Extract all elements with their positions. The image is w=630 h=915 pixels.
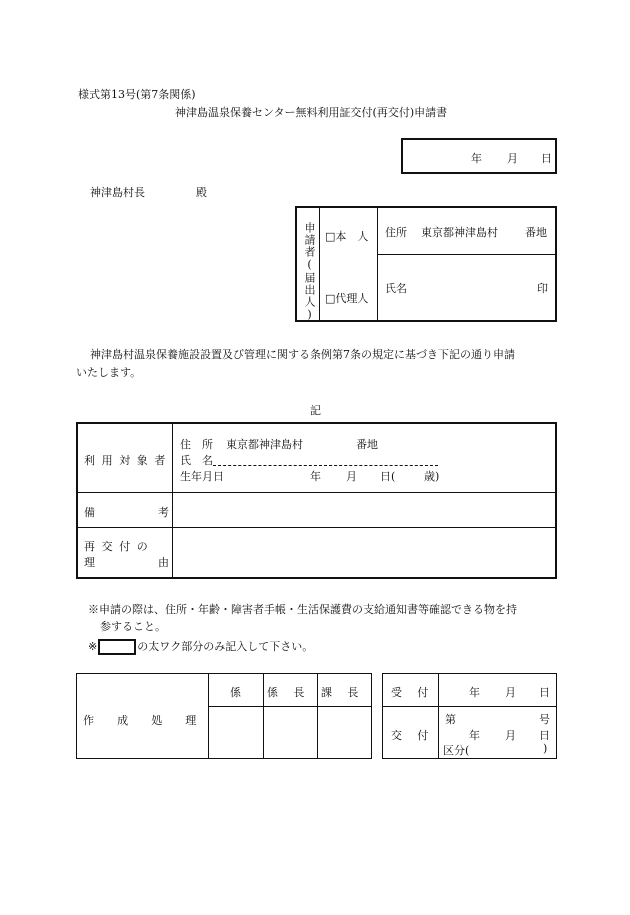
date-year: 年: [471, 152, 482, 165]
seal-mark: 印: [537, 282, 548, 295]
note2-suffix: の太ワク部分のみ記入して下さい。: [137, 640, 314, 653]
reissue-line2b: 由: [158, 556, 169, 569]
target-address-value[interactable]: 東京都神津島村: [226, 438, 303, 451]
processing-table: [76, 673, 372, 759]
birth-day: 日(: [380, 470, 396, 483]
note2: [88, 638, 313, 655]
date-day: 日: [541, 152, 552, 165]
received-month: 月: [505, 686, 516, 699]
remarks-label-a: 備: [84, 506, 95, 519]
reissue-reason-field[interactable]: [174, 529, 554, 576]
stamp-cell-3[interactable]: [319, 708, 370, 757]
reception-table: [382, 673, 557, 759]
ki-heading: 記: [310, 404, 321, 417]
body-text-line2: いたします。: [76, 366, 142, 379]
applicant-name-label: 氏名: [385, 282, 407, 295]
received-label: 受付: [391, 686, 444, 699]
form-title: 神津島温泉保養センター無料利用証交付(再交付)申請書: [175, 106, 448, 119]
applicant-label: 申請者(届出人): [303, 222, 316, 322]
applicant-box: [295, 206, 557, 322]
received-day: 日: [539, 686, 550, 699]
form-number: 様式第13号(第7条関係): [78, 88, 196, 101]
issue-day: 日: [539, 729, 550, 742]
addressee-name: 神津島村長: [90, 186, 145, 199]
target-address-suffix: 番地: [356, 438, 378, 451]
applicant-address-suffix: 番地: [525, 226, 547, 239]
note1-line1: ※申請の際は、住所・年齢・障害者手帳・生活保護費の支給通知書等確認できる物を持: [88, 603, 517, 616]
target-name-row[interactable]: [180, 452, 438, 468]
reissue-line2a: 理: [84, 556, 95, 569]
target-name-label: 氏 名: [180, 454, 213, 467]
stamp-cell-1[interactable]: [210, 708, 262, 757]
processing-col2: 係長: [267, 686, 320, 699]
date-box[interactable]: [401, 138, 557, 174]
processing-label: 作成処理: [83, 714, 220, 727]
self-option[interactable]: □本 人: [325, 230, 369, 243]
category-suffix: ): [543, 742, 548, 755]
applicant-address-value[interactable]: 東京都神津島村: [421, 226, 498, 239]
note2-prefix: ※: [88, 640, 98, 653]
target-address-label: 住 所: [180, 438, 213, 451]
issue-number-prefix: 第: [445, 713, 456, 726]
issue-number-suffix: 号: [539, 713, 550, 726]
note1-line2: 参すること。: [100, 620, 166, 633]
date-month: 月: [507, 152, 518, 165]
details-table: [76, 422, 557, 579]
birth-label: 生年月日: [180, 470, 224, 483]
thick-frame-sample: [98, 639, 136, 655]
reissue-line1: 再交付の: [84, 540, 155, 553]
processing-col3: 課長: [321, 686, 374, 699]
issue-year: 年: [469, 729, 480, 742]
addressee-honorific: 殿: [196, 186, 207, 199]
category-prefix: 区分(: [443, 744, 470, 757]
received-year: 年: [469, 686, 480, 699]
name-underline: [213, 457, 438, 466]
birth-year: 年: [310, 470, 321, 483]
stamp-cell-2[interactable]: [265, 708, 316, 757]
applicant-address-label: 住所: [385, 226, 407, 239]
body-text-line1: 神津島村温泉保養施設設置及び管理に関する条例第7条の規定に基づき下記の通り申請: [90, 348, 515, 361]
issue-month: 月: [505, 729, 516, 742]
remarks-label-b: 考: [158, 506, 169, 519]
birth-month: 月: [346, 470, 357, 483]
issue-label: 交付: [391, 729, 444, 742]
remarks-field[interactable]: [174, 494, 554, 526]
processing-col1: 係: [230, 686, 241, 699]
target-label: 利用対象者: [84, 454, 172, 467]
birth-age: 歳): [424, 470, 440, 483]
agent-option[interactable]: □代理人: [325, 292, 369, 305]
